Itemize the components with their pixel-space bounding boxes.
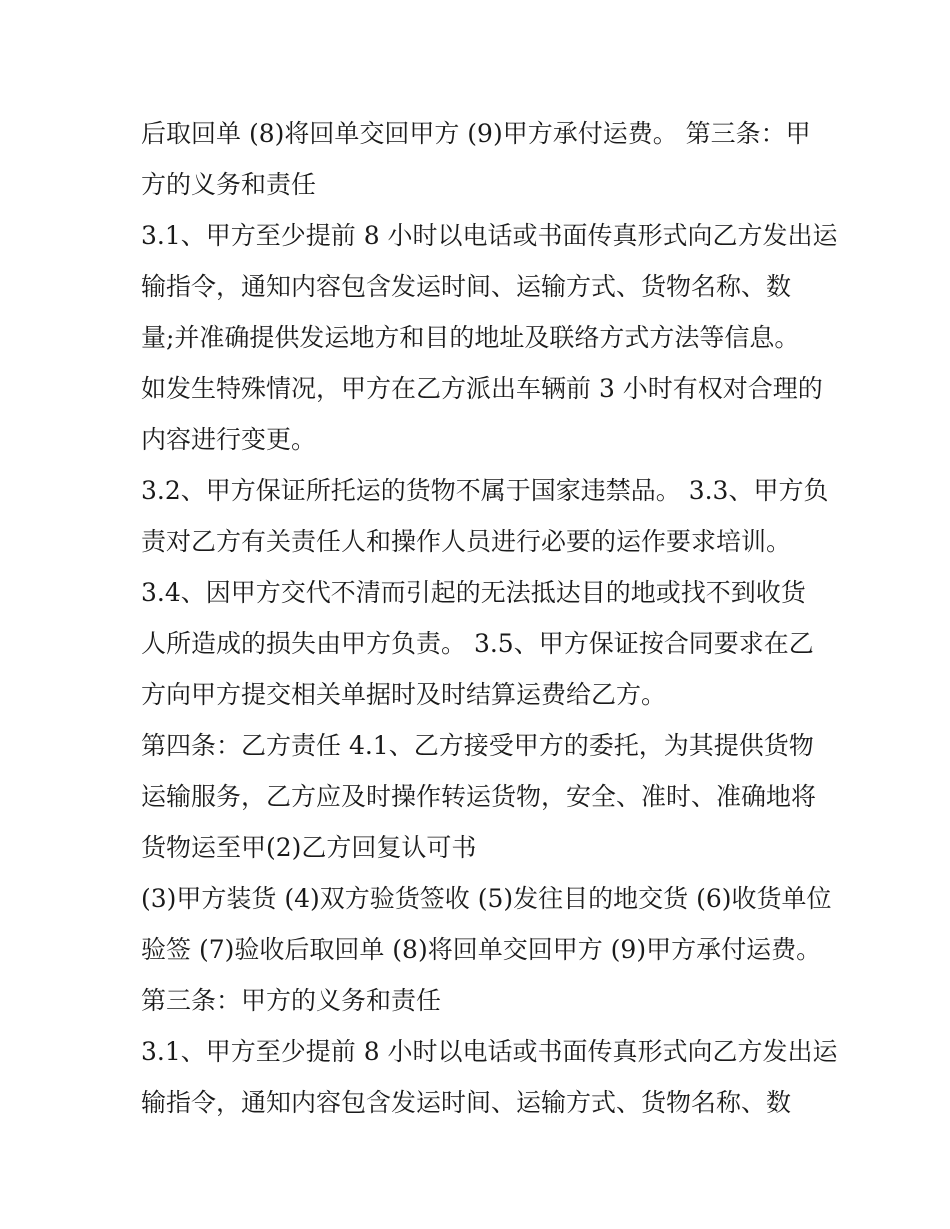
text-line: 量;并准确提供发运地方和目的地址及联络方式方法等信息。 (141, 323, 800, 352)
text-line: 第三条：甲方的义务和责任 (141, 986, 442, 1015)
text-line: 输指令，通知内容包含发运时间、运输方式、货物名称、数 (141, 1088, 792, 1117)
text-line: 3.2、甲方保证所托运的货物不属于国家违禁品。 3.3、甲方负 (141, 476, 829, 505)
text-line: 责对乙方有关责任人和操作人员进行必要的运作要求培训。 (141, 527, 792, 556)
text-line: 内容进行变更。 (141, 425, 317, 454)
text-line: 方的义务和责任 (141, 170, 317, 199)
text-line: 货物运至甲(2)乙方回复认可书 (141, 833, 477, 862)
text-line: 输指令，通知内容包含发运时间、运输方式、货物名称、数 (141, 272, 792, 301)
text-line: 运输服务，乙方应及时操作转运货物，安全、准时、准确地将 (141, 782, 817, 811)
text-line: 方向甲方提交相关单据时及时结算运费给乙方。 (141, 680, 667, 709)
text-line: 如发生特殊情况，甲方在乙方派出车辆前 3 小时有权对合理的 (141, 374, 823, 403)
text-line: 后取回单 (8)将回单交回甲方 (9)甲方承付运费。 第三条：甲 (141, 119, 811, 148)
text-line: 第四条：乙方责任 4.1、乙方接受甲方的委托，为其提供货物 (141, 731, 814, 760)
text-line: (3)甲方装货 (4)双方验货签收 (5)发往目的地交货 (6)收货单位 (141, 884, 832, 913)
text-line: 3.4、因甲方交代不清而引起的无法抵达目的地或找不到收货 (141, 578, 806, 607)
text-line: 验签 (7)验收后取回单 (8)将回单交回甲方 (9)甲方承付运费。 (141, 935, 822, 964)
text-line: 3.1、甲方至少提前 8 小时以电话或书面传真形式向乙方发出运 (141, 221, 838, 250)
text-line: 人所造成的损失由甲方负责。 3.5、甲方保证按合同要求在乙 (141, 629, 814, 658)
text-line: 3.1、甲方至少提前 8 小时以电话或书面传真形式向乙方发出运 (141, 1037, 838, 1066)
body-text (141, 108, 838, 1128)
